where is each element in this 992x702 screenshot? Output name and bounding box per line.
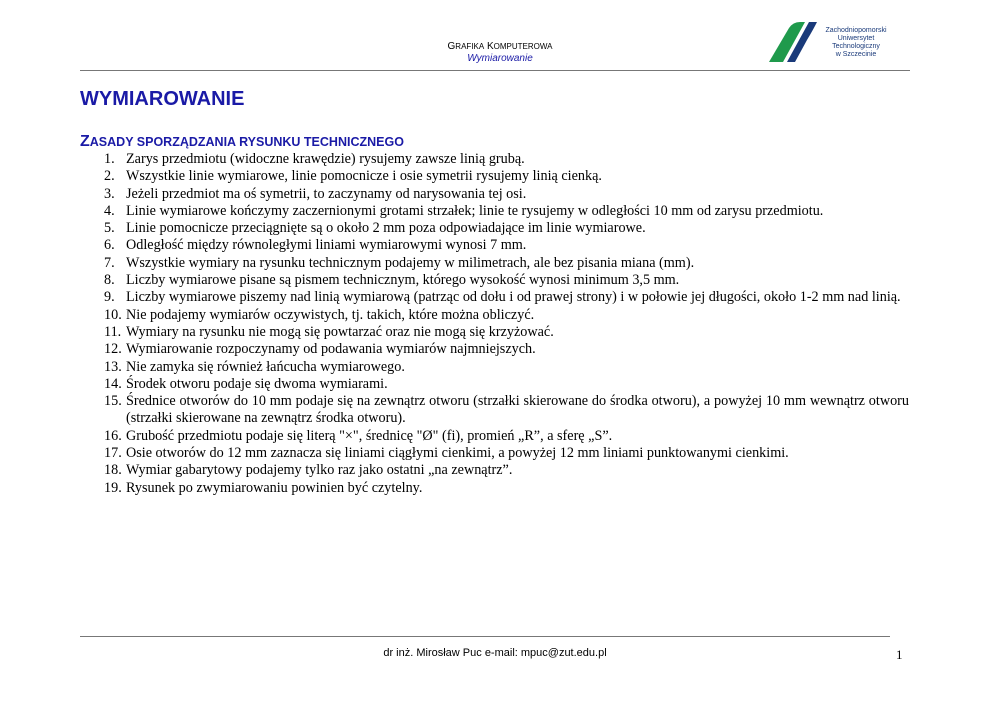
list-item-text: Środek otworu podaje się dwoma wymiarami. [126,375,388,392]
list-item [104,324,909,341]
list-item [104,203,909,220]
list-item [104,376,909,393]
list-item-number: 13. [104,358,122,375]
list-item [104,237,909,254]
list-item-text: Zarys przedmiotu (widoczne krawędzie) rysujemy zawsze linią grubą. [126,151,525,167]
list-item [104,272,909,289]
page-header [330,41,670,65]
list-item-text: Rysunek po zwymiarowaniu powinien być czytelny. [126,479,423,496]
list-item-number: 17. [104,445,122,462]
list-item-number: 12. [104,341,122,358]
header-title-rest-2: OMPUTEROWA [493,42,553,51]
list-item [104,428,909,445]
list-item-text: Wymiar gabarytowy podajemy tylko raz jako ostatni „na zewnątrz”. [126,462,513,479]
section-title [80,133,404,151]
list-item [104,393,909,428]
footer-author: dr inż. Mirosław Puc e-mail: mpuc@zut.edu.pl [383,647,607,659]
list-item-text: Liczby wymiarowe pisane są pismem technicznym, którego wysokość wynosi minimum 3,5 mm. [126,272,680,289]
list-item-text: Wymiary na rysunku nie mogą się powtarzać oraz nie mogą się krzyżować. [126,323,554,340]
list-item [104,186,909,203]
header-title-initial-1: G [447,41,456,52]
list-item-text: Linie pomocnicze przeciągnięte są o około 2 mm poza odpowiadające im linie wymiarowe. [126,220,646,237]
section-title-rest: ASADY SPORZĄDZANIA RYSUNKU TECHNICZNEGO [89,135,404,149]
list-item [104,462,909,479]
list-item-number: 2. [104,168,115,185]
list-item-number: 19. [104,479,122,496]
header-title-initial-2: K [486,41,494,52]
list-item [104,220,909,237]
list-item-number: 14. [104,375,122,392]
university-name [806,27,906,59]
list-item-text: Wszystkie linie wymiarowe, linie pomocnicze i osie symetrii rysujemy linią cienką. [126,168,602,185]
list-item [104,289,909,306]
rules-list [104,151,909,497]
university-name-line: w Szczecinie [835,51,877,58]
header-course-title [330,41,670,53]
header-subtitle: Wymiarowanie [467,53,533,64]
page-title: WYMIAROWANIE [80,88,245,110]
list-item-number: 15. [104,393,122,410]
list-item-text: Nie podajemy wymiarów oczywistych, tj. takich, które można obliczyć. [126,306,535,323]
list-item-number: 4. [104,202,115,219]
list-item [104,307,909,324]
list-item [104,480,909,497]
list-item-text: Osie otworów do 12 mm zaznacza się liniami ciągłymi cienkimi, a powyżej 12 mm liniami punktowanymi cienkimi. [126,445,789,462]
list-item [104,151,909,168]
list-item [104,359,909,376]
list-item-number: 6. [104,237,115,254]
list-item-text: Wymiarowanie rozpoczynamy od podawania wymiarów najmniejszych. [126,341,536,358]
list-item-text: Liczby wymiarowe piszemy nad linią wymiarową (patrząc od dołu i od prawej strony) i w połowie jej długości, około 1-2 mm nad linią. [126,289,901,306]
list-item [104,168,909,185]
list-item-text: Grubość przedmiotu podaje się literą "×", średnicę "Ø" (fi), promień „R”, a sferę „S”. [126,427,613,444]
header-title-rest-1: RAFIKA [455,42,485,51]
list-item-text: Średnice otworów do 10 mm podaje się na zewnątrz otworu (strzałki skierowane do środka otworu), a powyżej 10 mm wewnątrz otworu (strzałki skierowane na zewnątrz środka otworu). [126,393,909,427]
list-item-text: Wszystkie wymiary na rysunku technicznym podajemy w milimetrach, ale bez pisania miana (mm). [126,254,695,271]
university-name-line: Technologiczny [832,43,880,50]
list-item-number: 8. [104,272,115,289]
list-item [104,341,909,358]
university-name-line: Zachodniopomorski [825,27,887,34]
list-item-text: Linie wymiarowe kończymy zaczernionymi grotami strzałek; linie te rysujemy w odległości 10 mm od zarysu przedmiotu. [126,202,824,219]
list-item-number: 18. [104,462,122,479]
list-item-text: Jeżeli przedmiot ma oś symetrii, to zaczynamy od narysowania tej osi. [126,185,527,202]
page-number: 1 [896,647,903,662]
list-item-number: 11. [104,323,122,340]
list-item-number: 3. [104,185,115,202]
list-item-number: 5. [104,220,115,237]
list-item-number: 7. [104,254,115,271]
section-title-initial: Z [80,133,90,150]
footer-divider [80,636,890,637]
list-item-number: 10. [104,306,122,323]
list-item-number: 16. [104,427,122,444]
list-item-text: Nie zamyka się również łańcucha wymiarowego. [126,358,405,375]
list-item [104,445,909,462]
list-item-number: 1. [104,151,115,167]
list-item-text: Odległość między równoległymi liniami wymiarowymi wynosi 7 mm. [126,237,527,254]
list-item [104,255,909,272]
university-name-line: Uniwersytet [837,35,875,42]
header-divider [80,70,910,71]
list-item-number: 9. [104,289,115,306]
